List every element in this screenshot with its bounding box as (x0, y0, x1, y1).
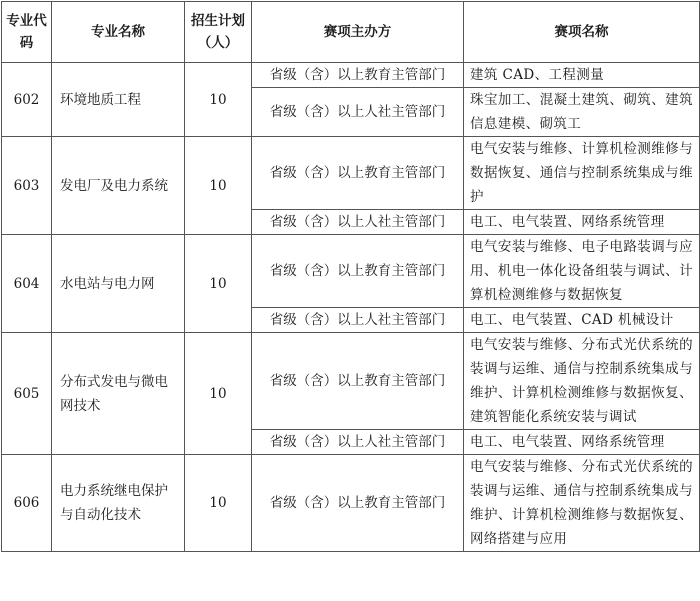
event-names: 电气安装与维修、分布式光伏系统的装调与运维、通信与控制系统集成与维护、计算机检测维修与数据恢复、网络搭建与应用 (464, 455, 700, 552)
event-names: 电气安装与维修、计算机检测维修与数据恢复、通信与控制系统集成与维护 (464, 137, 700, 210)
major-name: 水电站与电力网 (52, 235, 185, 333)
enrollment-plan: 10 (185, 63, 252, 137)
event-organizer: 省级（含）以上教育主管部门 (252, 137, 464, 210)
event-names: 建筑 CAD、工程测量 (464, 63, 700, 88)
event-organizer: 省级（含）以上教育主管部门 (252, 63, 464, 88)
event-organizer: 省级（含）以上人社主管部门 (252, 430, 464, 455)
enrollment-plan: 10 (185, 137, 252, 235)
table-header-row (2, 2, 700, 63)
header-name: 专业名称 (52, 2, 185, 63)
table-row (2, 333, 700, 430)
header-event: 赛项名称 (464, 2, 700, 63)
event-names: 珠宝加工、混凝土建筑、砌筑、建筑信息建模、砌筑工 (464, 88, 700, 137)
header-plan: 招生计划（人） (185, 2, 252, 63)
major-code: 602 (2, 63, 52, 137)
event-organizer: 省级（含）以上教育主管部门 (252, 235, 464, 308)
major-name: 环境地质工程 (52, 63, 185, 137)
event-names: 电工、电气装置、CAD 机械设计 (464, 308, 700, 333)
major-code: 606 (2, 455, 52, 552)
event-organizer: 省级（含）以上人社主管部门 (252, 210, 464, 235)
enrollment-table (1, 1, 700, 552)
table-row (2, 455, 700, 552)
major-name: 发电厂及电力系统 (52, 137, 185, 235)
table-row (2, 63, 700, 88)
event-organizer: 省级（含）以上教育主管部门 (252, 455, 464, 552)
header-organizer: 赛项主办方 (252, 2, 464, 63)
event-names: 电工、电气装置、网络系统管理 (464, 210, 700, 235)
major-code: 604 (2, 235, 52, 333)
table-row (2, 137, 700, 210)
header-code: 专业代码 (2, 2, 52, 63)
table-row (2, 235, 700, 308)
event-names: 电气安装与维修、电子电路装调与应用、机电一体化设备组装与调试、计算机检测维修与数据恢复 (464, 235, 700, 308)
major-name: 电力系统继电保护与自动化技术 (52, 455, 185, 552)
enrollment-plan: 10 (185, 333, 252, 455)
major-name: 分布式发电与微电网技术 (52, 333, 185, 455)
event-organizer: 省级（含）以上人社主管部门 (252, 308, 464, 333)
major-code: 603 (2, 137, 52, 235)
event-names: 电工、电气装置、网络系统管理 (464, 430, 700, 455)
event-organizer: 省级（含）以上教育主管部门 (252, 333, 464, 430)
event-organizer: 省级（含）以上人社主管部门 (252, 88, 464, 137)
enrollment-plan: 10 (185, 455, 252, 552)
event-names: 电气安装与维修、分布式光伏系统的装调与运维、通信与控制系统集成与维护、计算机检测维修与数据恢复、建筑智能化系统安装与调试 (464, 333, 700, 430)
enrollment-plan: 10 (185, 235, 252, 333)
major-code: 605 (2, 333, 52, 455)
